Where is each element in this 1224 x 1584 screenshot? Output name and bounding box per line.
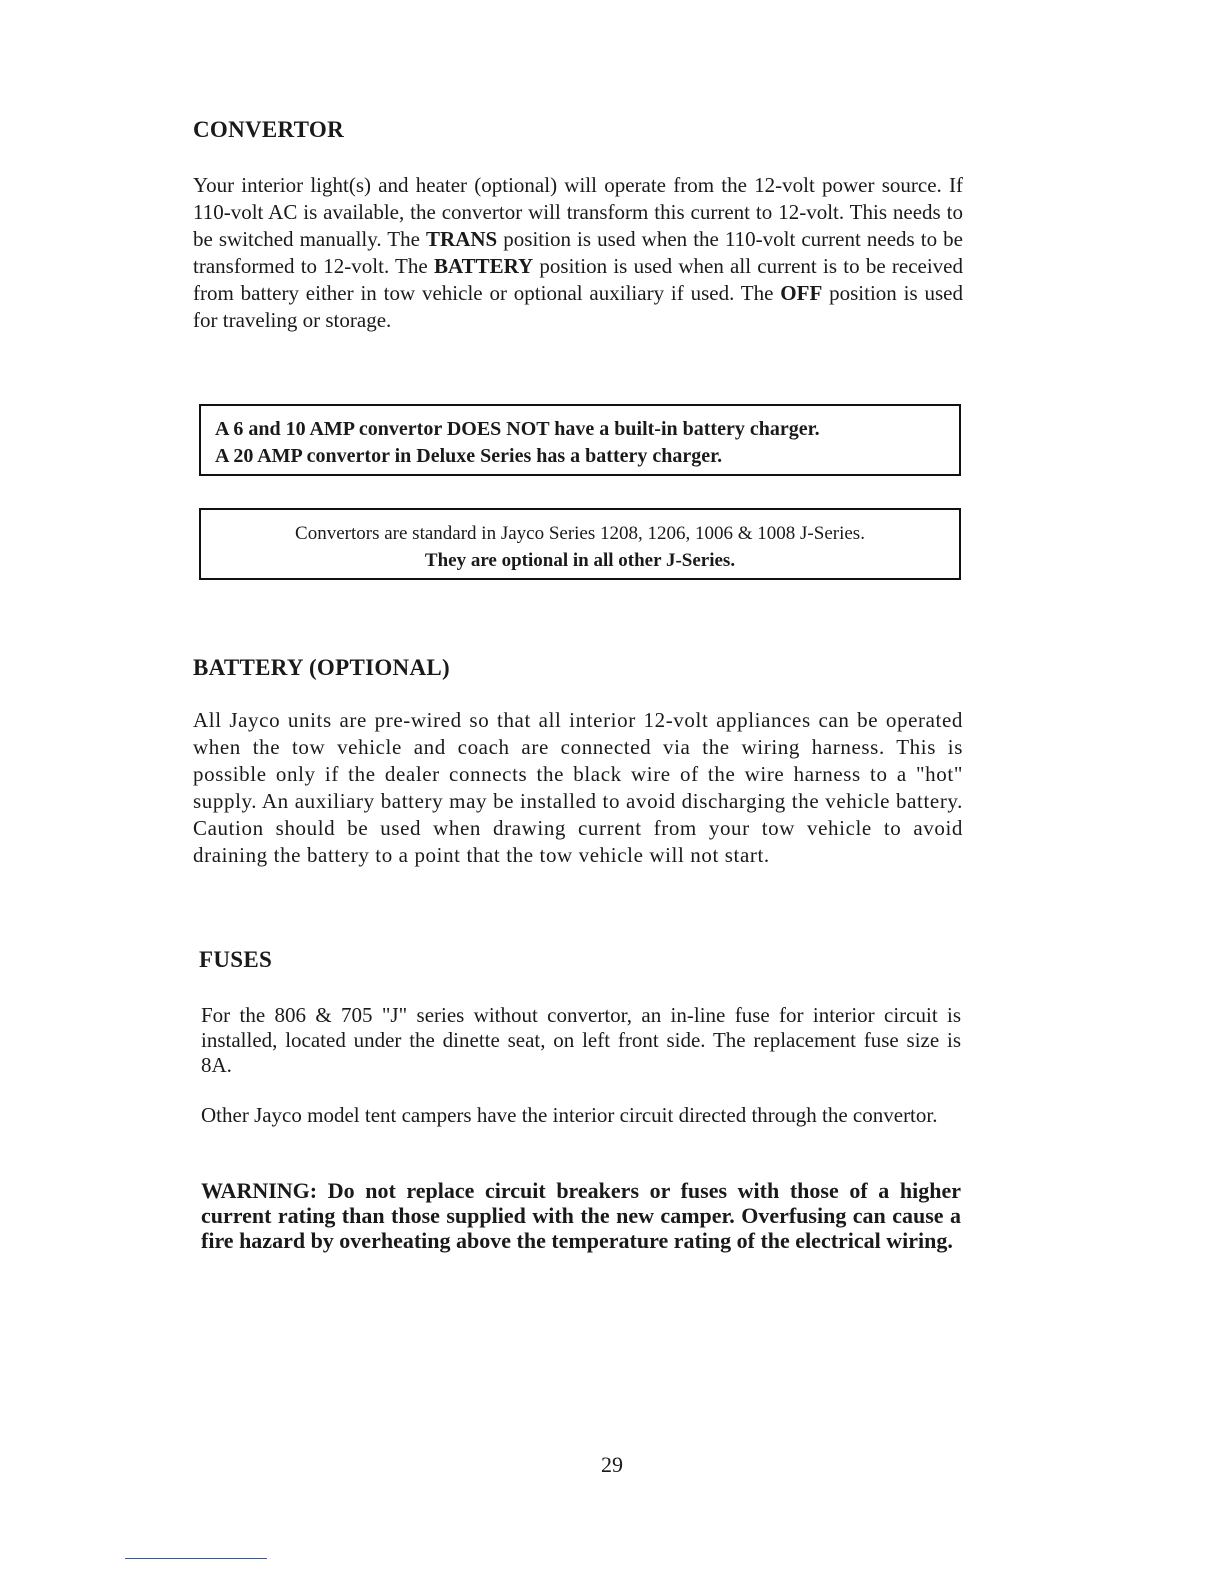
page-number: 29 xyxy=(601,1452,623,1477)
series-notice-line-2: They are optional in all other J-Series. xyxy=(424,550,736,571)
trans-term: TRANS xyxy=(426,227,498,251)
battery-term: BATTERY xyxy=(433,254,534,278)
footer-rule xyxy=(125,1558,267,1559)
fuses-paragraph-2: Other Jayco model tent campers have the interior circuit directed through the convertor. xyxy=(201,1103,938,1127)
convertor-heading: CONVERTOR xyxy=(193,117,344,142)
charger-notice-line-1: A 6 and 10 AMP convertor DOES NOT have a built-in battery charger. xyxy=(215,418,820,440)
battery-optional-paragraph: All Jayco units are pre-wired so that all interior 12-volt appliances can be operated when the tow vehicle and coach are connected via the wiring harness. This is possible only if the dealer connects the black wire of the wire harness to a "hot" supply. An auxiliary battery may be installed to avoid discharging the vehicle battery. Caution should be used when drawing current from your tow vehicle to avoid draining the battery to a point that the tow vehicle will not start. xyxy=(193,708,963,867)
series-notice-line-1: Convertors are standard in Jayco Series 1208, 1206, 1006 & 1008 J-Series. xyxy=(295,523,865,544)
convertor-paragraph: Your interior light(s) and heater (optional) will operate from the 12-volt power source. If 110-volt AC is available, the convertor will transform this current to 12-volt. This needs to be switched manually. The TRANS position is used when the 110-volt current needs to be transformed to 12-volt. The BATTERY position is used when all current is to be received from battery either in tow vehicle or optional auxiliary if used. The OFF position is used for traveling or storage. xyxy=(193,173,963,332)
off-term: OFF xyxy=(780,281,823,305)
fuses-heading: FUSES xyxy=(199,947,273,972)
charger-notice-box xyxy=(199,404,961,476)
fuses-warning: WARNING: Do not replace circuit breakers or fuses with those of a higher current rating than those supplied with the new camper. Overfusing can cause a fire hazard by overheating above the temperature rating of the electrical wiring. xyxy=(201,1178,961,1253)
charger-notice-line-2: A 20 AMP convertor in Deluxe Series has a battery charger. xyxy=(215,445,723,467)
series-notice-box xyxy=(199,508,961,580)
battery-optional-heading: BATTERY (OPTIONAL) xyxy=(193,655,450,680)
fuses-paragraph-1: For the 806 & 705 "J" series without convertor, an in-line fuse for interior circuit is installed, located under the dinette seat, on left front side. The replacement fuse size is 8A. xyxy=(201,1003,961,1077)
